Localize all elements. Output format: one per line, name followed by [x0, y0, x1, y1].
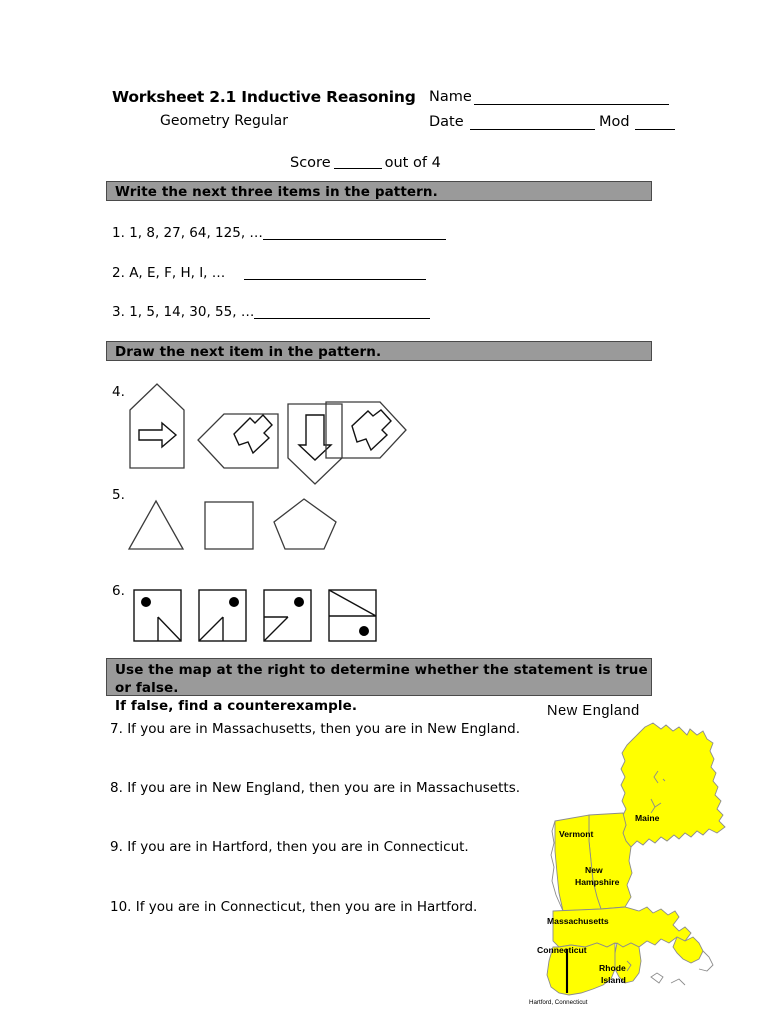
pattern-shapes-item-6 — [133, 589, 393, 645]
score-line-group — [290, 155, 441, 171]
section-header-write-pattern: Write the next three items in the pattern. — [106, 181, 652, 201]
map-label-new: New — [585, 865, 603, 875]
map-label-connecticut: Connecticut — [537, 945, 587, 955]
shape-pentagon-arrow-down-right — [198, 414, 278, 468]
state-maine — [621, 723, 725, 847]
score-blank-line[interactable] — [334, 168, 382, 169]
question-sequence-3: 1, 5, 14, 30, 55, … — [129, 304, 255, 320]
box-2 — [199, 590, 246, 641]
question-text-7: If you are in Massachusetts, then you are in New England. — [127, 721, 521, 737]
question-sequence-1: 1, 8, 27, 64, 125, … — [129, 225, 263, 241]
truefalse-question-8 — [110, 780, 520, 796]
truefalse-question-7 — [110, 721, 520, 737]
shape-square — [205, 502, 253, 549]
section-header-draw-pattern: Draw the next item in the pattern. — [106, 341, 652, 361]
question-number-1: 1. — [112, 225, 125, 241]
section3-line-1: Use the map at the right to determine whether the statement is true or false. — [115, 662, 648, 696]
answer-blank-1[interactable] — [263, 239, 446, 240]
question-number-8: 8. — [110, 780, 123, 796]
answer-blank-3[interactable] — [254, 318, 430, 319]
shape-triangle — [129, 501, 183, 549]
score-prefix-label: Score — [290, 155, 331, 171]
item-number-4: 4. — [112, 384, 125, 400]
page-title: Worksheet 2.1 Inductive Reasoning — [112, 88, 416, 106]
truefalse-question-10 — [110, 899, 477, 915]
question-text-8: If you are in New England, then you are in Massachusetts. — [127, 780, 521, 796]
map-label-hampshire: Hampshire — [575, 877, 620, 887]
map-label-maine: Maine — [635, 813, 660, 823]
pattern-question-2 — [112, 265, 426, 281]
question-number-3: 3. — [112, 304, 125, 320]
item-number-6: 6. — [112, 583, 125, 599]
truefalse-question-9 — [110, 839, 469, 855]
map-title: New England — [547, 703, 640, 719]
box-4 — [329, 590, 376, 641]
shape-pentagon-arrow-down — [288, 404, 342, 484]
name-blank-line[interactable] — [474, 104, 669, 105]
state-massachusetts — [553, 907, 691, 947]
new-england-map — [527, 703, 767, 1013]
course-subtitle: Geometry Regular — [160, 113, 288, 129]
box-1 — [134, 590, 181, 641]
mod-blank-line[interactable] — [635, 129, 675, 130]
question-number-2: 2. — [112, 265, 125, 281]
shape-pentagon-arrow-down-left — [326, 402, 406, 458]
question-number-9: 9. — [110, 839, 123, 855]
pattern-question-3 — [112, 304, 430, 320]
shape-pentagon — [274, 499, 336, 549]
map-graphic — [527, 721, 767, 1013]
date-label: Date — [429, 114, 464, 130]
question-number-10: 10. — [110, 899, 132, 915]
pattern-shapes-item-4 — [128, 382, 408, 474]
map-label-massachusetts: Massachusetts — [547, 916, 609, 926]
date-blank-line[interactable] — [470, 129, 595, 130]
map-callout-hartford: Hartford, Connecticut — [529, 999, 588, 1006]
map-label-rhode: Rhode — [599, 963, 626, 973]
question-text-9: If you are in Hartford, then you are in Connecticut. — [127, 839, 469, 855]
worksheet-header — [112, 88, 672, 130]
box-3 — [264, 590, 311, 641]
pattern-shapes-item-5 — [128, 493, 368, 557]
question-text-10: If you are in Connecticut, then you are in Hartford. — [135, 899, 478, 915]
section3-line-2: If false, find a counterexample. — [115, 698, 358, 714]
shape-pentagon-arrow-right — [130, 384, 184, 468]
answer-blank-2[interactable] — [244, 279, 426, 280]
name-label: Name — [429, 89, 472, 105]
cape-cod — [673, 937, 703, 963]
map-label-island: Island — [601, 975, 626, 985]
mod-label: Mod — [599, 114, 630, 130]
question-sequence-2: A, E, F, H, I, … — [129, 265, 226, 281]
map-label-vermont: Vermont — [559, 829, 594, 839]
question-number-7: 7. — [110, 721, 123, 737]
pattern-question-1 — [112, 225, 446, 241]
item-number-5: 5. — [112, 487, 125, 503]
score-suffix-label: out of 4 — [384, 155, 441, 171]
